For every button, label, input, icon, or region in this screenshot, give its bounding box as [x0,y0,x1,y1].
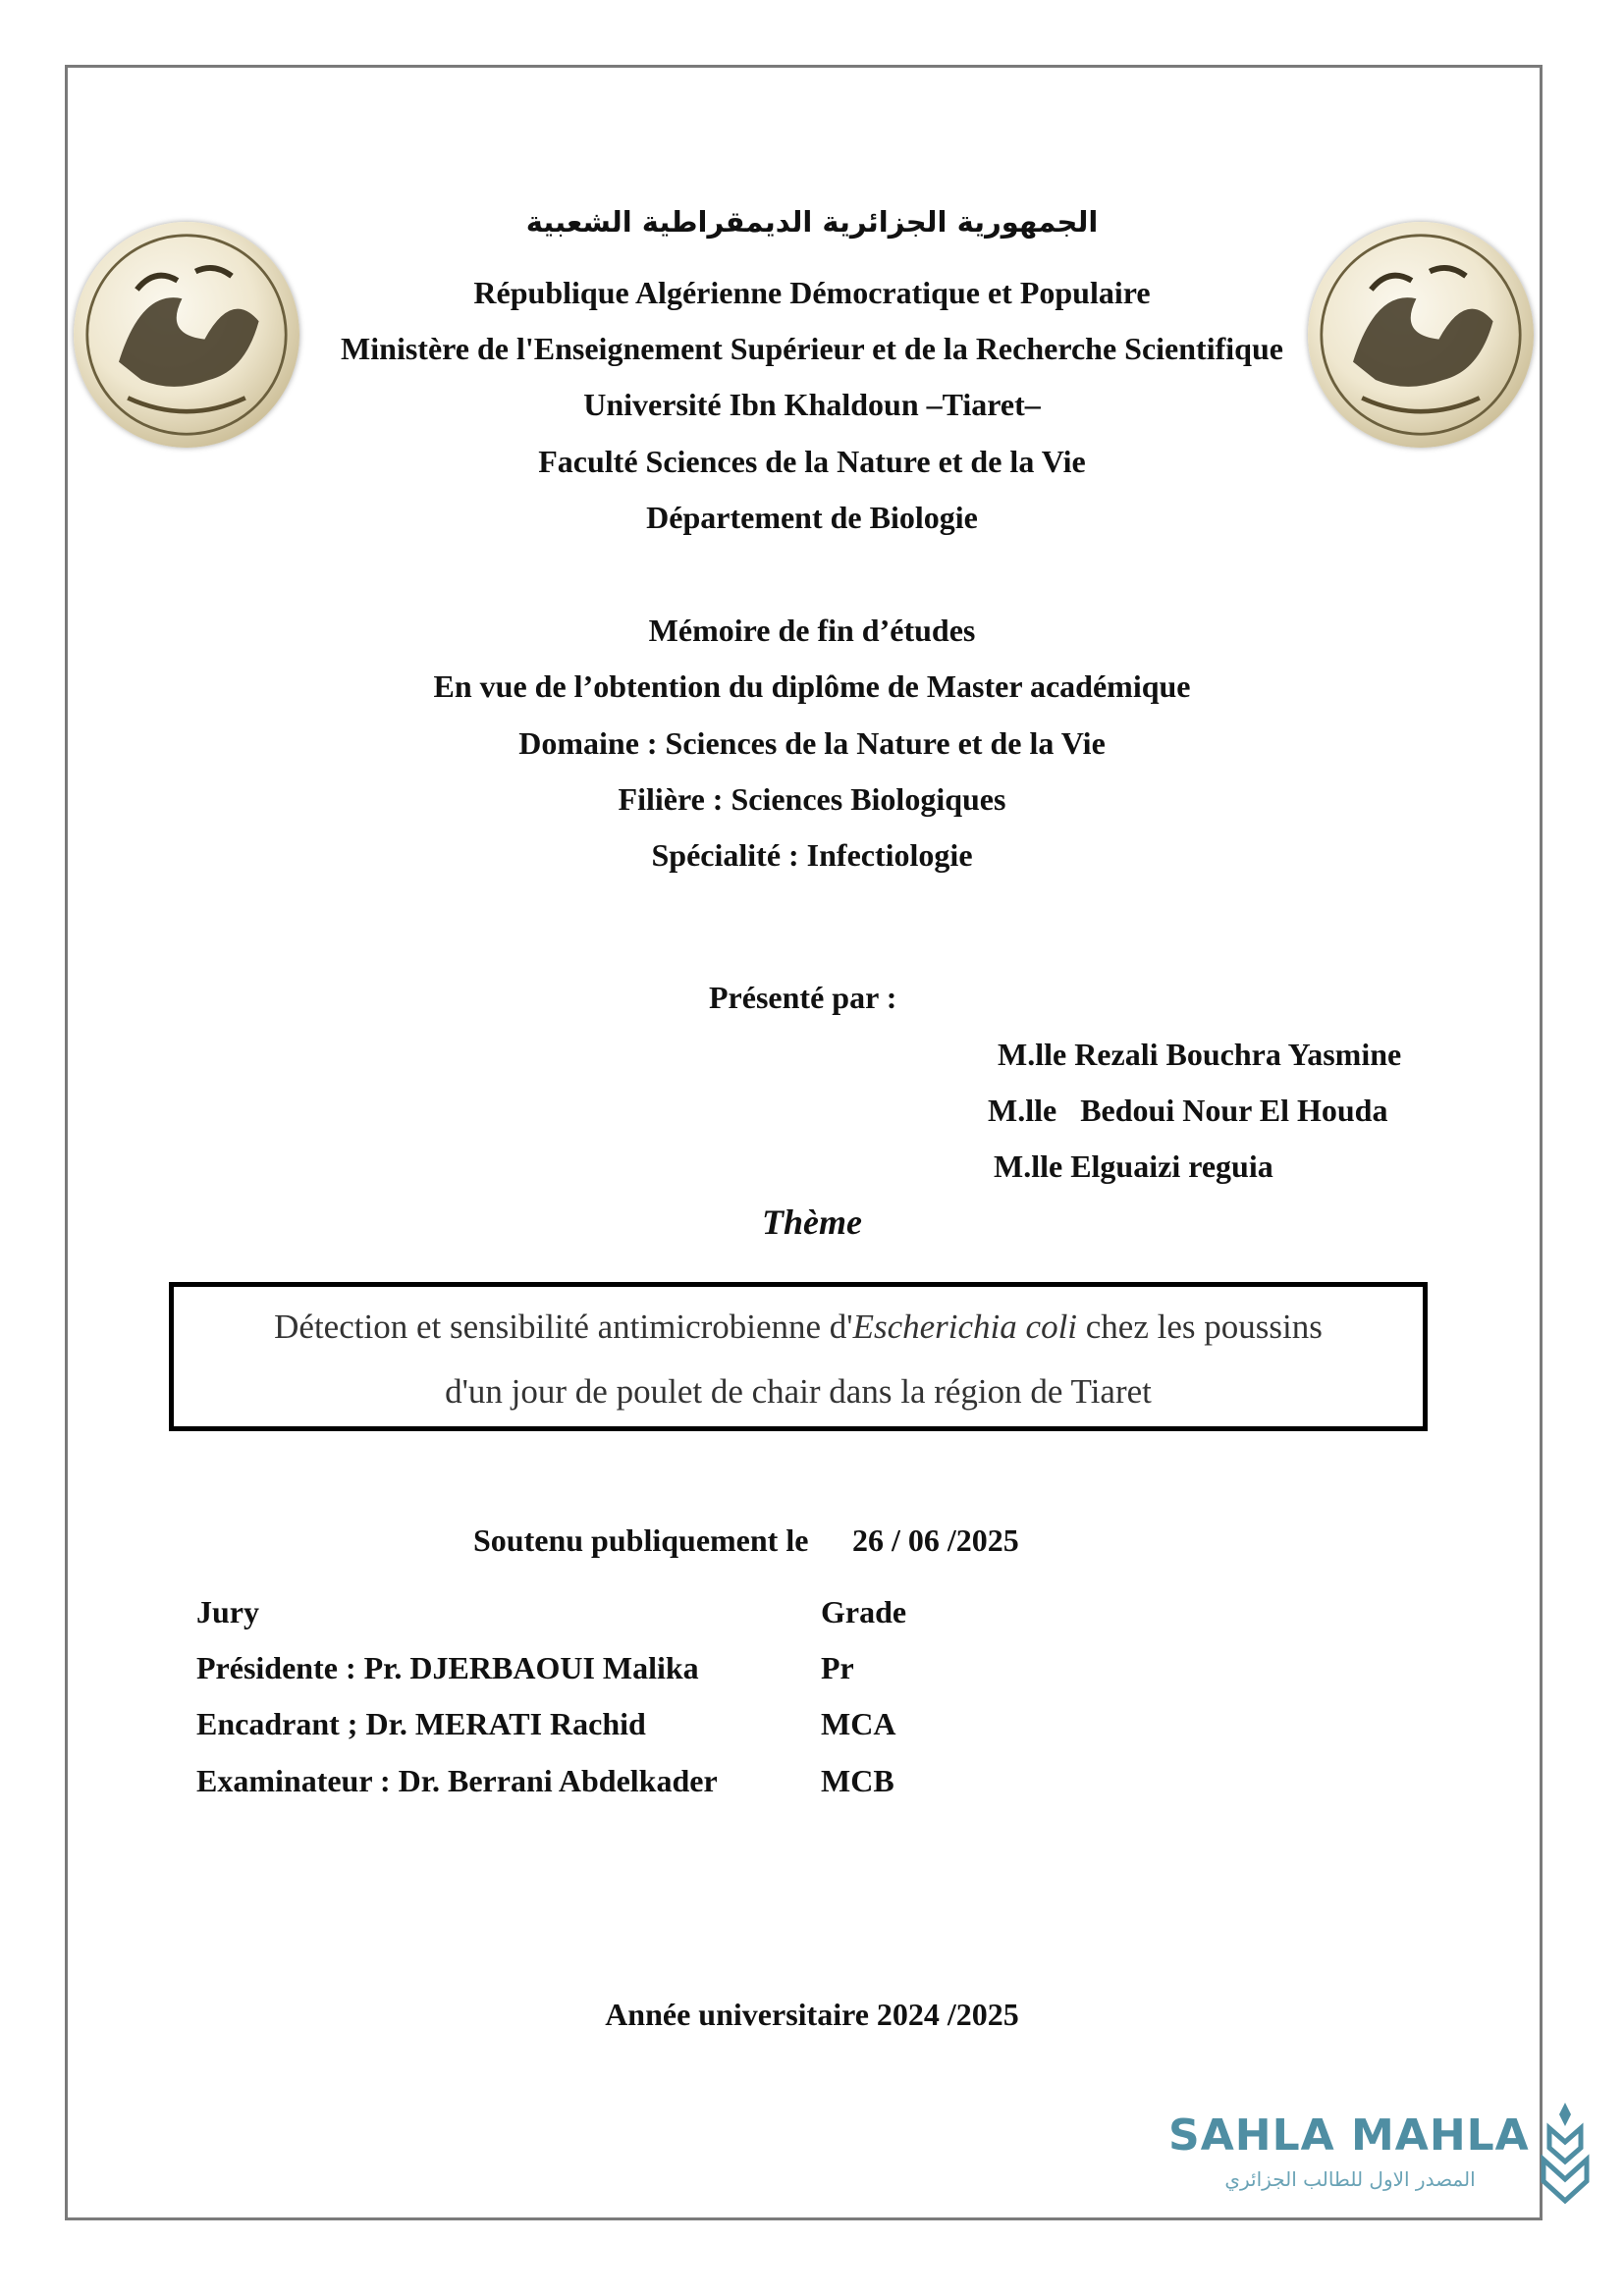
republic-line: République Algérienne Démocratique et Populaire [473,275,1151,310]
academic-year: Année universitaire 2024 /2025 [605,1997,1019,2032]
species-name: Escherichia coli [852,1308,1078,1346]
defense-label: Soutenu publiquement le [473,1522,809,1558]
degree-line: En vue de l’obtention du diplôme de Master académique [433,668,1191,704]
memoire-title: Mémoire de fin d’études [648,613,976,648]
jury-member-name: Présidente : Pr. DJERBAOUI Malika [196,1650,699,1685]
jury-member-name: Examinateur : Dr. Berrani Abdelkader [196,1763,718,1798]
ministry-line: Ministère de l'Enseignement Supérieur et de la Recherche Scientifique [341,331,1283,366]
sahla-mahla-watermark [1168,2110,1542,2209]
jury-member-grade: Pr [821,1650,854,1685]
thesis-title-box [169,1282,1428,1431]
brand-name: SAHLA MAHLA [1168,2110,1530,2161]
brand-logo-icon [1536,2099,1595,2207]
theme-label: Thème [762,1202,862,1242]
jury-header: Jury [196,1594,259,1629]
jury-member-name: Encadrant ; Dr. MERATI Rachid [196,1706,646,1741]
thesis-title-line-2: d'un jour de poulet de chair dans la région de Tiaret [445,1372,1152,1411]
brand-tagline: المصدر الاول للطالب الجزائري [1224,2167,1476,2191]
thesis-title-part: Détection et sensibilité antimicrobienne d' [274,1308,853,1346]
thesis-title-line-1 [174,1295,1423,1360]
author-2: M.lle Bedoui Nour El Houda [988,1093,1388,1128]
jury-member-grade: MCA [821,1706,896,1741]
author-1: M.lle Rezali Bouchra Yasmine [998,1037,1402,1072]
specialty-line: Spécialité : Infectiologie [651,837,973,873]
field-line: Filière : Sciences Biologiques [618,781,1006,817]
defense-date: 26 / 06 /2025 [852,1522,1019,1558]
arabic-republic-title: الجمهورية الجزائرية الديمقراطية الشعبية [525,205,1099,239]
presented-by-label: Présenté par : [709,980,897,1015]
university-line: Université Ibn Khaldoun –Tiaret– [583,387,1041,422]
grade-header: Grade [821,1594,907,1629]
domain-line: Domaine : Sciences de la Nature et de la Vie [518,725,1106,761]
thesis-title-part: chez les poussins [1077,1308,1323,1346]
department-line: Département de Biologie [646,500,978,535]
jury-member-grade: MCB [821,1763,894,1798]
faculty-line: Faculté Sciences de la Nature et de la Vie [538,444,1086,479]
author-3: M.lle Elguaizi reguia [994,1148,1273,1184]
